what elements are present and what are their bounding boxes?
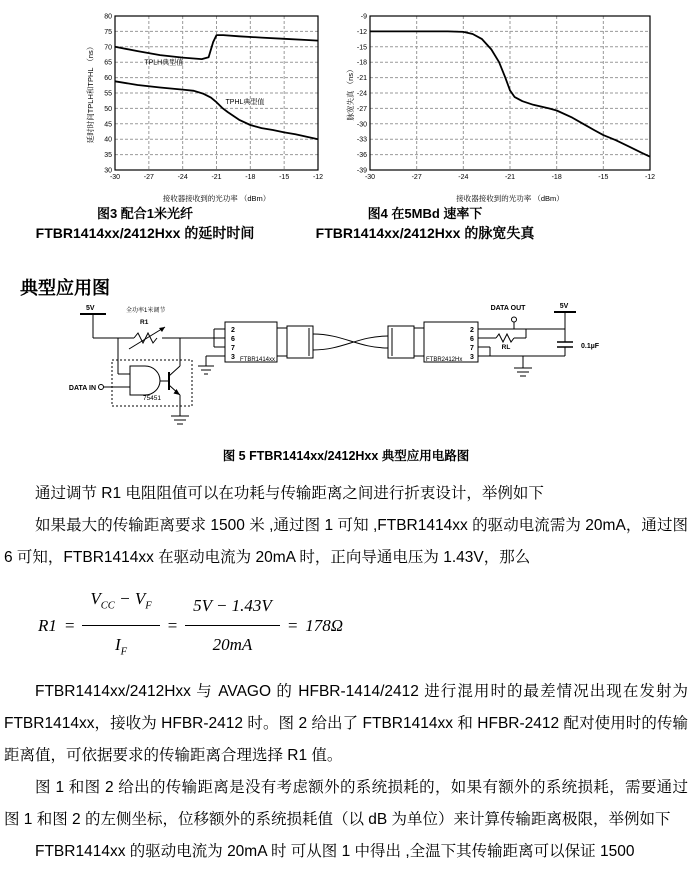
formula-token: V	[134, 589, 146, 608]
fig3-caption	[30, 204, 260, 244]
svg-text:80: 80	[104, 13, 112, 21]
formula-fraction	[82, 583, 159, 669]
svg-text:-18: -18	[245, 174, 256, 181]
data-out-terminal	[512, 317, 517, 322]
delay-time-chart	[85, 6, 329, 206]
formula-token: I	[114, 635, 121, 655]
load-res-label: RL	[501, 344, 511, 351]
tx-pin-3: 3	[231, 354, 235, 361]
svg-text:40: 40	[104, 136, 112, 144]
pulse-width-distortion-chart	[345, 6, 658, 206]
paragraph-5: FTBR1414xx 的驱动电流为 20mA 时 可从图 1 中得出 ,全温下其传输距离可以保证 1500	[35, 842, 635, 860]
fig3-caption-line1: 图3 配合1米光纤	[96, 206, 194, 221]
rx-supply-label: 5V	[559, 303, 569, 310]
fiber-strand	[313, 334, 388, 348]
gate-ic-label: 75451	[142, 395, 162, 402]
svg-text:接收器接收到的光功率 （dBm）: 接收器接收到的光功率 （dBm）	[456, 194, 564, 203]
svg-text:55: 55	[104, 90, 112, 98]
svg-text:TPHL典型值: TPHL典型值	[225, 98, 265, 106]
formula-token	[115, 626, 127, 668]
rx-output-network	[478, 303, 600, 376]
fiber-link	[277, 326, 424, 358]
and-gate	[130, 366, 160, 395]
ground-symbol	[514, 368, 532, 376]
svg-text:TPLH典型值: TPLH典型值	[144, 59, 184, 67]
formula-token: F	[145, 600, 152, 612]
svg-text:-24: -24	[177, 174, 188, 181]
svg-text:75: 75	[104, 28, 112, 36]
rx-pin-3: 3	[470, 354, 474, 361]
tx-pin-2: 2	[231, 327, 235, 334]
paragraph-4: 图 1 和图 2 给出的传输距离是没有考虑额外的系统损耗的，如果有额外的系统损耗，需要通过图 1 和图 2 的左侧坐标，位移额外的系统损耗值（以 dB 为单位）来计算传输距离极限，举例如下	[4, 778, 688, 828]
svg-text:-9: -9	[360, 13, 367, 21]
application-circuit-diagram	[28, 298, 668, 453]
fig4-caption	[310, 204, 540, 244]
formula-token: −	[119, 589, 131, 608]
potentiometer-r1	[126, 306, 214, 349]
tx-pin-6: 6	[231, 336, 235, 343]
paragraph-1: 通过调节 R1 电阻阻值可以在功耗与传输距离之间进行折衷设计，举例如下	[35, 485, 544, 502]
rx-pin-7: 7	[470, 345, 474, 352]
svg-text:-15: -15	[598, 174, 609, 181]
svg-text:-30: -30	[364, 174, 376, 181]
svg-text:-24: -24	[458, 174, 469, 181]
formula-token: 20mA	[212, 635, 253, 655]
driver-75451	[69, 338, 192, 424]
cap-value-label: 0.1µF	[581, 343, 600, 350]
formula-token: =	[166, 615, 179, 635]
svg-text:延时时间TPLH和TPHL （ns）: 延时时间TPLH和TPHL （ns）	[86, 42, 95, 144]
paragraph-3: FTBR1414xx/2412Hxx 与 AVAGO 的 HFBR-1414/2412 进行混用时的最差情况出现在发射为 FTBR1414xx，接收为 HFBR-2412 时。图 2 给出了 FTBR1414xx 和 HFBR-2412 配对使用时的传输距离值，可依据要求的传输距离合理选择 R1 值。	[4, 682, 688, 764]
fiber-strand	[313, 336, 388, 350]
svg-text:-21: -21	[211, 174, 222, 181]
svg-text:-15: -15	[279, 174, 290, 181]
rx-pin-6: 6	[470, 336, 474, 343]
ground-symbol	[171, 416, 189, 424]
pot-ref-label: R1	[140, 319, 149, 326]
rx-pin-2: 2	[470, 327, 474, 334]
svg-text:-30: -30	[356, 121, 367, 129]
formula-token: 178Ω	[305, 615, 344, 635]
svg-text:-27: -27	[143, 174, 154, 181]
svg-text:-15: -15	[356, 44, 367, 52]
formula-fraction	[185, 590, 280, 661]
fig5-caption: 图 5 FTBR1414xx/2412Hxx 典型应用电路图	[222, 449, 470, 463]
svg-text:-12: -12	[312, 174, 324, 181]
pot-note-label: 全功率1米调节	[126, 308, 166, 314]
svg-text:脉宽失真 （ns）: 脉宽失真 （ns）	[346, 65, 355, 121]
formula-token: 5V − 1.43V	[185, 590, 280, 626]
tx-module-label: FTBR1414xx	[240, 357, 276, 363]
formula-token: F	[120, 646, 128, 658]
bypass-capacitor	[557, 342, 573, 347]
svg-text:-27: -27	[356, 105, 367, 113]
formula-token: =	[63, 615, 76, 635]
svg-text:-39: -39	[356, 167, 367, 175]
svg-text:35: 35	[104, 152, 112, 160]
rx-module-label: FTBR2412Hx	[426, 357, 463, 363]
data-out-label: DATA OUT	[490, 305, 526, 312]
svg-text:-12: -12	[644, 174, 656, 181]
svg-text:30: 30	[104, 167, 112, 175]
r1-formula	[38, 583, 688, 669]
svg-text:-36: -36	[356, 152, 367, 160]
rx-module	[424, 322, 478, 363]
data-in-terminal	[99, 385, 104, 390]
formula-token	[82, 583, 159, 626]
tx-supply-label: 5V	[86, 305, 95, 312]
svg-text:70: 70	[104, 44, 112, 52]
svg-text:-33: -33	[356, 136, 367, 144]
svg-text:-21: -21	[356, 75, 367, 83]
fig4-caption-line2: FTBR1414xx/2412Hxx 的脉宽失真	[315, 225, 535, 241]
load-resistor	[496, 334, 514, 342]
formula-token: CC	[100, 600, 115, 612]
svg-text:60: 60	[104, 75, 112, 83]
svg-text:-21: -21	[504, 174, 516, 181]
fig3-caption-line2: FTBR1414xx/2412Hxx 的延时时间	[35, 225, 255, 241]
svg-text:45: 45	[104, 121, 112, 129]
data-in-label: DATA IN	[68, 385, 96, 392]
svg-text:-27: -27	[411, 174, 422, 181]
ground-symbol	[198, 366, 214, 374]
fig4-caption-line1: 图4 在5MBd 速率下	[367, 206, 483, 221]
svg-text:-18: -18	[356, 59, 367, 67]
tx-pin-7: 7	[231, 345, 235, 352]
svg-text:-18: -18	[551, 174, 562, 181]
svg-text:-30: -30	[109, 174, 121, 181]
svg-text:-24: -24	[356, 90, 367, 98]
formula-token: V	[90, 589, 101, 608]
svg-text:接收器接收到的光功率 （dBm）: 接收器接收到的光功率 （dBm）	[162, 194, 271, 203]
formula-token: =	[286, 615, 299, 635]
svg-text:-12: -12	[356, 28, 367, 36]
body-text	[4, 478, 688, 868]
section-heading: 典型应用图	[20, 278, 110, 298]
svg-text:65: 65	[104, 59, 112, 67]
paragraph-2: 如果最大的传输距离要求 1500 米 ,通过图 1 可知 ,FTBR1414xx 的驱动电流需为 20mA，通过图 6 可知，FTBR1414xx 在驱动电流为 20mA 时，正向导通电压为 1.43V，那么	[4, 517, 688, 566]
tx-module	[198, 322, 277, 374]
formula-token: R1	[38, 615, 57, 635]
svg-text:50: 50	[104, 105, 112, 113]
